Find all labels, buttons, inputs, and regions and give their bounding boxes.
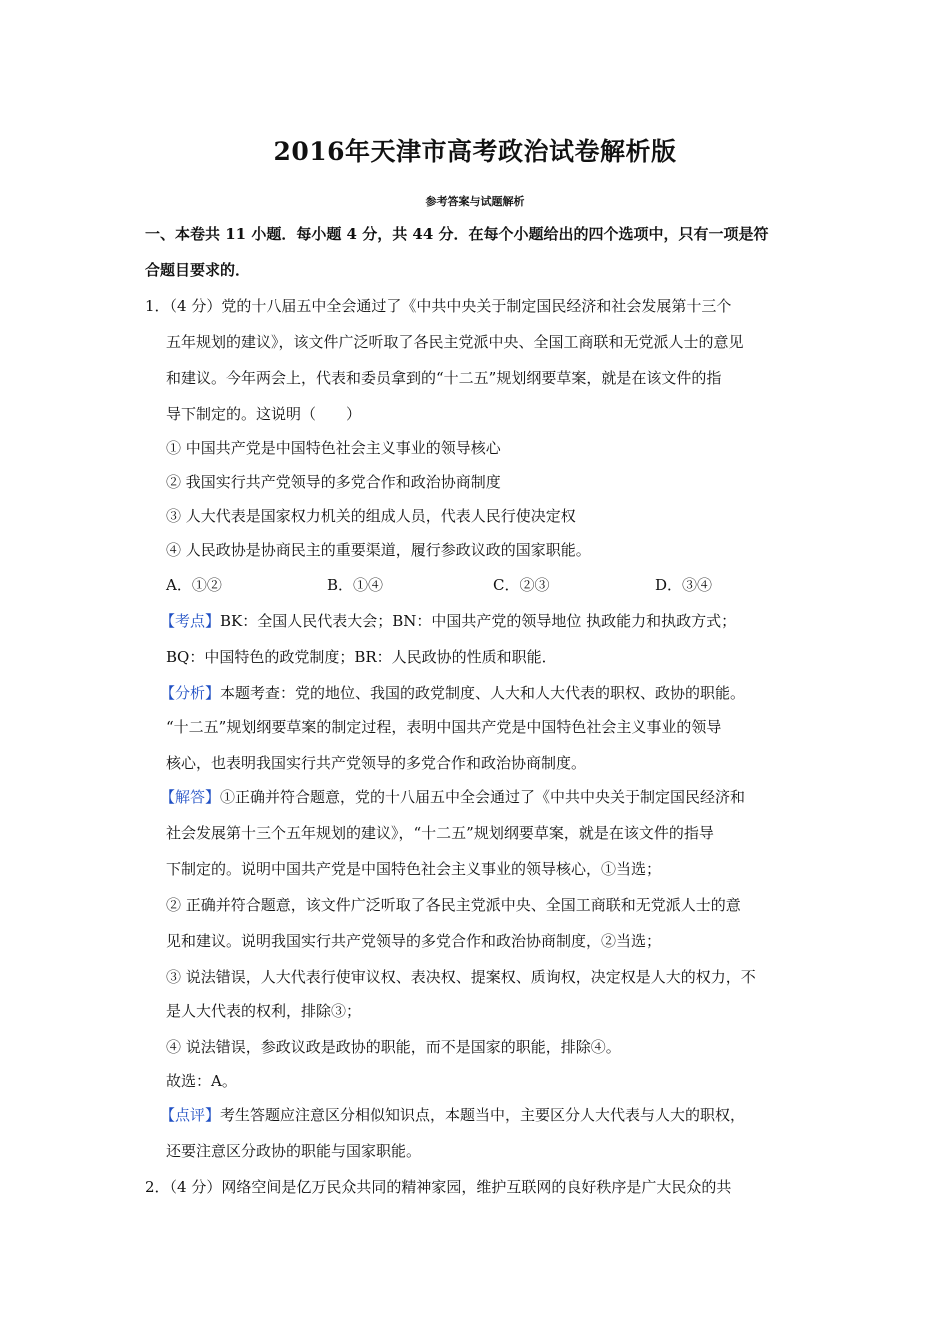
fenxi-tag: 【分析】 <box>160 684 221 702</box>
q1-fenxi-line-1 <box>160 683 745 703</box>
q1-jieda-line-5: 见和建议。说明我国实行共产党领导的多党合作和政治协商制度，②当选； <box>166 932 662 950</box>
q1-dianping-line-1 <box>160 1105 745 1125</box>
q1-jieda-line-3: 下制定的。说明中国共产党是中国特色社会主义事业的领导核心，①当选； <box>166 860 662 878</box>
q1-dianping-line-2: 还要注意区分政协的职能与国家职能。 <box>166 1142 422 1160</box>
q1-stem-line-1: 1．（4 分）党的十八届五中全会通过了《中共中央关于制定国民经济和社会发展第十三个 <box>145 297 732 315</box>
kaodian-tag: 【考点】 <box>160 612 221 630</box>
dianping-tag: 【点评】 <box>160 1106 221 1124</box>
q1-jieda-line-6: ③ 说法错误，人大代表行使审议权、表决权、提案权、质询权，决定权是人大的权力，不 <box>166 968 756 986</box>
q2-stem-line-1: 2．（4 分）网络空间是亿万民众共同的精神家园，维护互联网的良好秩序是广大民众的共 <box>145 1178 732 1196</box>
q1-jieda-line-1 <box>160 787 745 807</box>
kaodian-text-1: BK：全国人民代表大会；BN：中国共产党的领导地位 执政能力和执政方式； <box>220 612 737 630</box>
q1-option-b: B．①④ <box>327 576 384 594</box>
q1-fenxi-line-3: 核心，也表明我国实行共产党领导的多党合作和政治协商制度。 <box>166 754 587 772</box>
jieda-text-1: ①正确并符合题意，党的十八届五中全会通过了《中共中央关于制定国民经济和 <box>220 788 746 806</box>
q1-jieda-line-4: ② 正确并符合题意，该文件广泛听取了各民主党派中央、全国工商联和无党派人士的意 <box>166 896 741 914</box>
q1-statement-1: ① 中国共产党是中国特色社会主义事业的领导核心 <box>166 439 501 457</box>
q1-statement-3: ③ 人大代表是国家权力机关的组成人员，代表人民行使决定权 <box>166 507 576 525</box>
q1-jieda-line-8: ④ 说法错误，参政议政是政协的职能，而不是国家的职能，排除④。 <box>166 1038 621 1056</box>
q1-kaodian-line-2: BQ：中国特色的政党制度；BR：人民政协的性质和职能． <box>166 648 557 666</box>
q1-fenxi-line-2: “十二五”规划纲要草案的制定过程，表明中国共产党是中国特色社会主义事业的领导 <box>166 718 722 736</box>
q1-option-a: A．①② <box>166 576 222 594</box>
page-title: 2016年天津市高考政治试卷解析版 <box>273 137 677 166</box>
q1-stem-line-2: 五年规划的建议》，该文件广泛听取了各民主党派中央、全国工商联和无党派人士的意见 <box>166 333 744 351</box>
q1-jieda-line-2: 社会发展第十三个五年规划的建议》，“十二五”规划纲要草案，就是在该文件的指导 <box>166 824 714 842</box>
q1-statement-4: ④ 人民政协是协商民主的重要渠道，履行参政议政的国家职能。 <box>166 541 591 559</box>
q1-option-d: D．③④ <box>655 576 713 594</box>
section-header-line-2: 合题目要求的． <box>145 261 251 279</box>
q1-jieda-line-9: 故选：A。 <box>166 1072 237 1090</box>
dianping-text-1: 考生答题应注意区分相似知识点，本题当中，主要区分人大代表与人大的职权， <box>220 1106 746 1124</box>
q1-stem-line-4: 导下制定的。这说明（ ） <box>166 405 362 423</box>
q1-option-c: C．②③ <box>493 576 550 594</box>
q1-kaodian-line-1 <box>160 611 736 631</box>
jieda-tag: 【解答】 <box>160 788 221 806</box>
q1-stem-line-3: 和建议。今年两会上，代表和委员拿到的“十二五”规划纲要草案，就是在该文件的指 <box>166 369 722 387</box>
q1-jieda-line-7: 是人大代表的权利，排除③； <box>166 1002 362 1020</box>
fenxi-text-1: 本题考查：党的地位、我国的政党制度、人大和人大代表的职权、政协的职能。 <box>220 684 746 702</box>
q1-statement-2: ② 我国实行共产党领导的多党合作和政治协商制度 <box>166 473 501 491</box>
section-header-line-1: 一、本卷共 11 小题．每小题 4 分，共 44 分．在每个小题给出的四个选项中，只有一项是符 <box>145 225 769 243</box>
page-subtitle: 参考答案与试题解析 <box>425 195 525 208</box>
